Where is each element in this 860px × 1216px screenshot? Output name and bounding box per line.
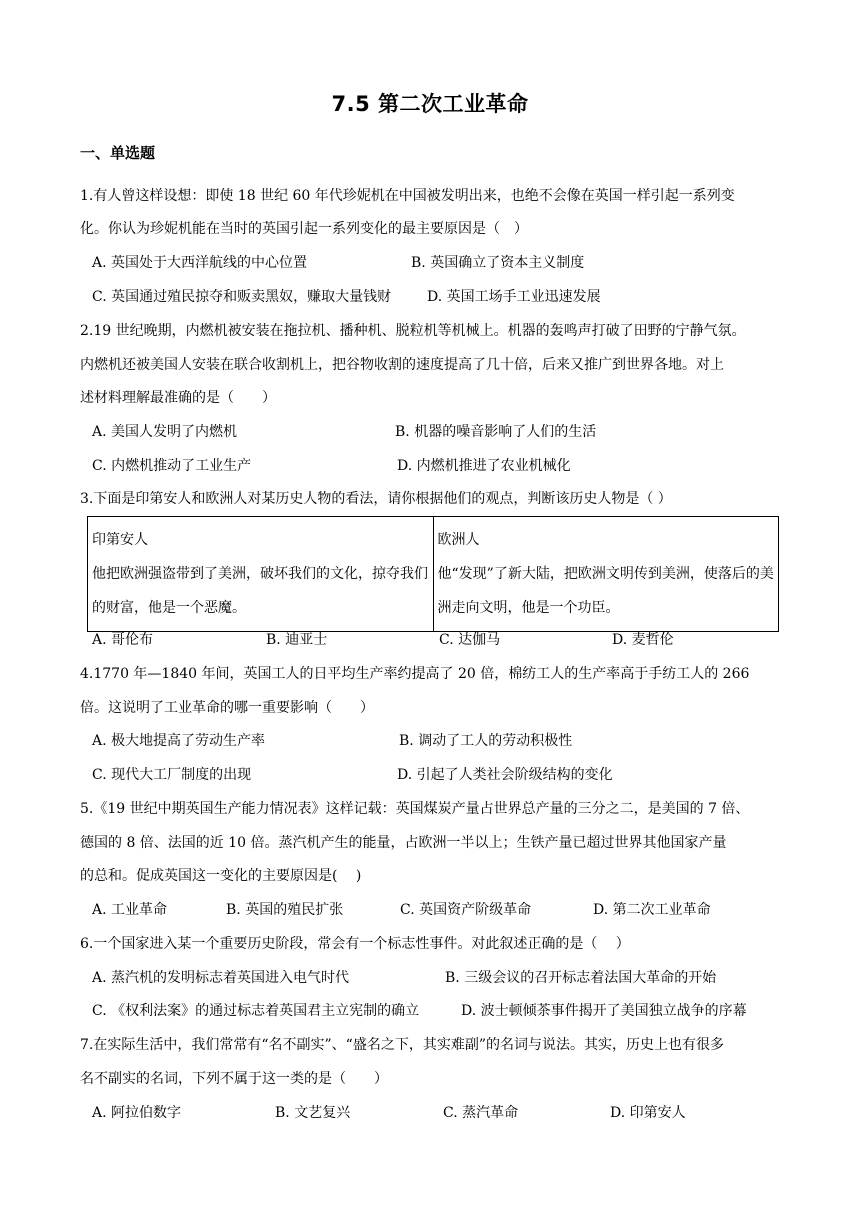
question-1-option-b: B. 英国确立了资本主义制度	[411, 255, 585, 271]
comparison-table	[87, 516, 779, 632]
question-1-line-1: 1.有人曾这样设想：即使 18 世纪 60 年代珍妮机在中国被发明出来，也绝不会像在英国一样引起一系列变	[80, 188, 735, 204]
question-4-option-d: D. 引起了人类社会阶级结构的变化	[397, 767, 613, 783]
question-2-option-c: C. 内燃机推动了工业生产	[92, 458, 252, 474]
question-7-option-d: D. 印第安人	[610, 1105, 686, 1121]
question-5-line-3: 的总和。促成英国这一变化的主要原因是( )	[80, 868, 362, 884]
question-1-line-2: 化。你认为珍妮机能在当时的英国引起一系列变化的最主要原因是（ ）	[80, 221, 528, 237]
table-cell-indians	[88, 517, 434, 632]
question-7-option-c: C. 蒸汽革命	[443, 1105, 519, 1121]
question-3-option-b: B. 迪亚士	[266, 632, 328, 648]
question-2-option-d: D. 内燃机推进了农业机械化	[397, 458, 571, 474]
question-2-line-3: 述材料理解最准确的是（ ）	[80, 390, 276, 406]
question-6-line-1: 6.一个国家进入某一个重要历史阶段，常会有一个标志性事件。对此叙述正确的是（ ）	[80, 936, 630, 952]
table-cell-europeans	[433, 517, 779, 632]
question-3-option-c: C. 达伽马	[439, 632, 501, 648]
section-heading: 一、单选题	[80, 144, 156, 162]
question-1-option-c: C. 英国通过殖民掠夺和贩卖黑奴，赚取大量钱财	[92, 289, 392, 305]
question-6-option-c: C. 《权利法案》的通过标志着英国君主立宪制的确立	[92, 1003, 420, 1019]
page-title: 7.5 第二次工业革命	[331, 92, 529, 116]
question-3-line-1: 3.下面是印第安人和欧洲人对某历史人物的看法，请你根据他们的观点，判断该历史人物是（ ）	[80, 491, 672, 507]
question-6-option-a: A. 蒸汽机的发明标志着英国进入电气时代	[92, 970, 350, 986]
question-7-option-a: A. 阿拉伯数字	[92, 1105, 182, 1121]
question-6-option-b: B. 三级会议的召开标志着法国大革命的开始	[445, 970, 717, 986]
question-1-option-a: A. 英国处于大西洋航线的中心位置	[92, 255, 308, 271]
question-2-line-2: 内燃机还被美国人安装在联合收割机上，把谷物收割的速度提高了几十倍，后来又推广到世界各地。对上	[80, 357, 724, 373]
question-6-option-d: D. 波士顿倾茶事件揭开了美国独立战争的序幕	[461, 1003, 747, 1019]
question-4-option-c: C. 现代大工厂制度的出现	[92, 767, 252, 783]
question-4-option-a: A. 极大地提高了劳动生产率	[92, 733, 266, 749]
question-2-option-a: A. 美国人发明了内燃机	[92, 424, 238, 440]
question-4-line-2: 倍。这说明了工业革命的哪一重要影响（ ）	[80, 700, 374, 716]
question-5-line-2: 德国的 8 倍、法国的近 10 倍。蒸汽机产生的能量，占欧洲一半以上；生铁产量已超过世界其他国家产量	[80, 835, 727, 851]
table-text-europeans: 他“发现”了新大陆，把欧洲文明传到美洲，使落后的美洲走向文明，他是一个功臣。	[437, 566, 774, 616]
question-1-option-d: D. 英国工场手工业迅速发展	[427, 289, 601, 305]
table-text-indians: 他把欧洲强盗带到了美洲，破坏我们的文化，掠夺我们的财富，他是一个恶魔。	[92, 566, 428, 616]
question-3-option-d: D. 麦哲伦	[612, 632, 674, 648]
question-2-line-1: 2.19 世纪晚期，内燃机被安装在拖拉机、播种机、脱粒机等机械上。机器的轰鸣声打破了田野的宁静气氛。	[80, 323, 746, 339]
question-4-option-b: B. 调动了工人的劳动积极性	[399, 733, 573, 749]
question-2-option-b: B. 机器的噪音影响了人们的生活	[395, 424, 597, 440]
question-4-line-1: 4.1770 年—1840 年间，英国工人的日平均生产率约提高了 20 倍，棉纺工人的生产率高于手纺工人的 266	[80, 666, 750, 682]
question-5-option-d: D. 第二次工业革命	[593, 902, 711, 918]
question-5-option-c: C. 英国资产阶级革命	[400, 902, 532, 918]
question-7-option-b: B. 文艺复兴	[275, 1105, 351, 1121]
question-7-line-1: 7.在实际生活中，我们常常有“名不副实”、“盛名之下，其实难副”的名词与说法。其实，历史上也有很多	[80, 1037, 724, 1053]
question-5-line-1: 5.《19 世纪中期英国生产能力情况表》这样记载：英国煤炭产量占世界总产量的三分之二，是美国的 7 倍、	[80, 801, 750, 817]
question-5-option-a: A. 工业革命	[92, 902, 168, 918]
question-5-option-b: B. 英国的殖民扩张	[226, 902, 344, 918]
question-3-option-a: A. 哥伦布	[92, 632, 154, 648]
question-7-line-2: 名不副实的名词，下列不属于这一类的是（ ）	[80, 1071, 388, 1087]
table-heading-europeans: 欧洲人	[437, 532, 480, 548]
table-heading-indians: 印第安人	[92, 532, 148, 548]
